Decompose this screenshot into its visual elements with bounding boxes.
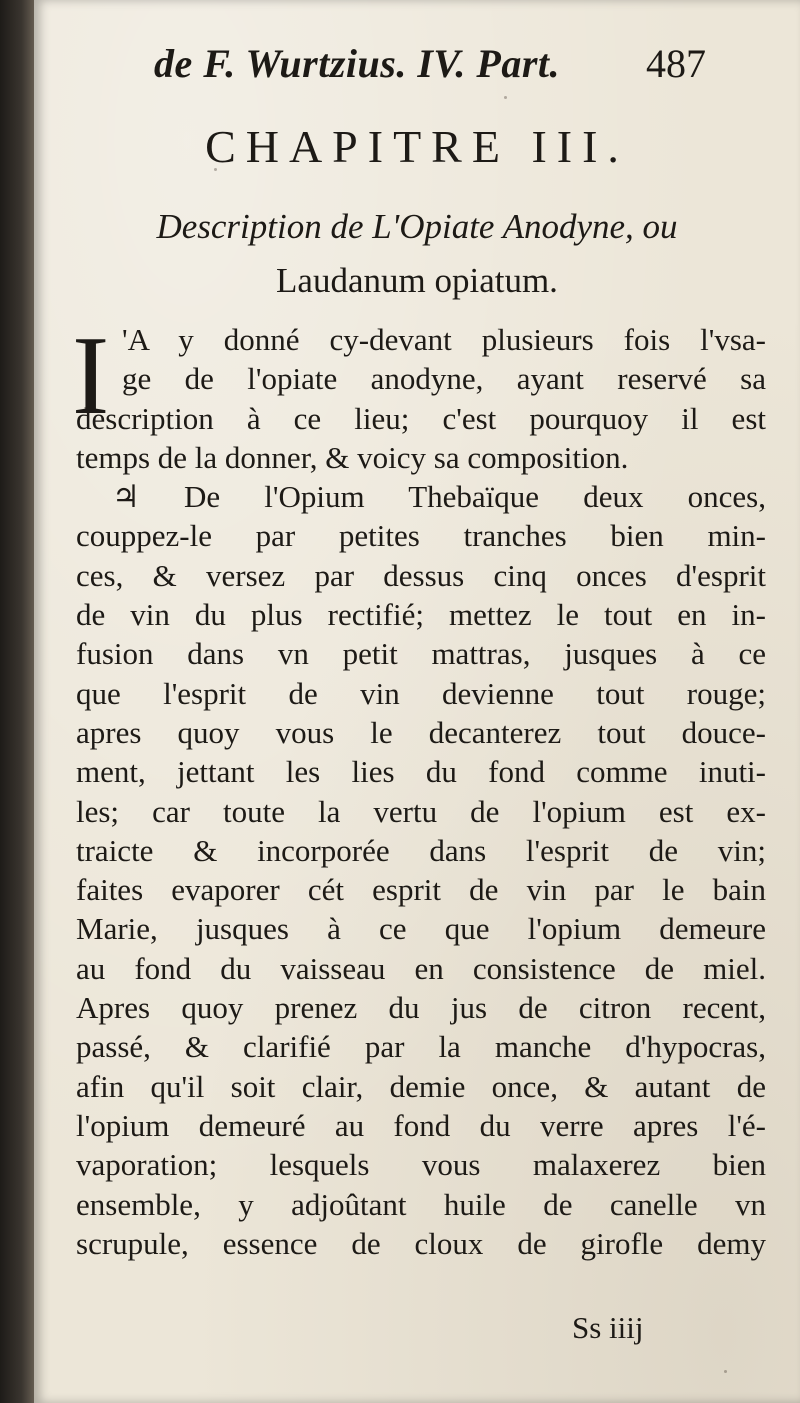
text-line: scrupule, essence de cloux de girofle demy	[76, 1225, 766, 1261]
section-title-text: Description de L'Opiate Anodyne, ou	[156, 207, 678, 246]
text-line: ment, jettant les lies du fond comme inuti-	[76, 754, 766, 790]
book-page	[34, 0, 800, 1403]
text-line: temps de la donner, & voicy sa composition.	[76, 439, 629, 475]
text-line: Marie, jusques à ce que l'opium demeure	[76, 911, 766, 947]
section-subtitle: Laudanum opiatum.	[276, 261, 558, 300]
text-line: ♃ De l'Opium Thebaïque deux onces,	[112, 479, 766, 515]
text-line: description à ce lieu; c'est pourquoy il est	[76, 400, 766, 436]
text-line: au fond du vaisseau en consistence de miel.	[76, 950, 766, 986]
paper-speck	[504, 96, 507, 99]
text-line: couppez-le par petites tranches bien min-	[76, 518, 766, 554]
body-text	[72, 314, 766, 1263]
book-binding-edge	[0, 0, 36, 1403]
paper-speck	[214, 168, 217, 171]
text-line: Apres quoy prenez du jus de citron recent,	[76, 990, 766, 1026]
text-line: vaporation; lesquels vous malaxerez bien	[76, 1147, 766, 1183]
chapter-title: CHAPITRE III.	[205, 121, 629, 172]
text-line: ces, & versez par dessus cinq onces d'esprit	[76, 557, 766, 593]
section-title	[34, 200, 800, 308]
text-line: 'A y donné cy-devant plusieurs fois l'vsa-	[122, 322, 766, 357]
text-line: afin qu'il soit clair, demie once, & autant de	[76, 1068, 766, 1104]
paper-speck	[724, 1370, 727, 1373]
text-line: l'opium demeuré au fond du verre apres l'é-	[76, 1107, 766, 1143]
text-line: passé, & clarifié par la manche d'hypocras,	[76, 1029, 766, 1065]
page-number: 487	[646, 41, 706, 86]
drop-cap: I	[72, 314, 110, 438]
text-line: les; car toute la vertu de l'opium est ex-	[76, 793, 766, 829]
text-line: ge de l'opiate anodyne, ayant reservé sa	[122, 361, 766, 397]
running-title: de F. Wurtzius. IV. Part.	[154, 41, 561, 86]
text-line: de vin du plus rectifié; mettez le tout en in-	[76, 597, 766, 633]
text-line: que l'esprit de vin devienne tout rouge;	[76, 675, 766, 711]
text-line: apres quoy vous le decanterez tout douce-	[76, 714, 766, 750]
text-line: fusion dans vn petit mattras, jusques à ce	[76, 636, 766, 672]
text-line: faites evaporer cét esprit de vin par le bain	[76, 872, 766, 908]
text-line: traicte & incorporée dans l'esprit de vin;	[76, 832, 766, 868]
text-line: ensemble, y adjoûtant huile de canelle vn	[76, 1186, 766, 1222]
signature-mark: Ss iiij	[572, 1310, 644, 1345]
